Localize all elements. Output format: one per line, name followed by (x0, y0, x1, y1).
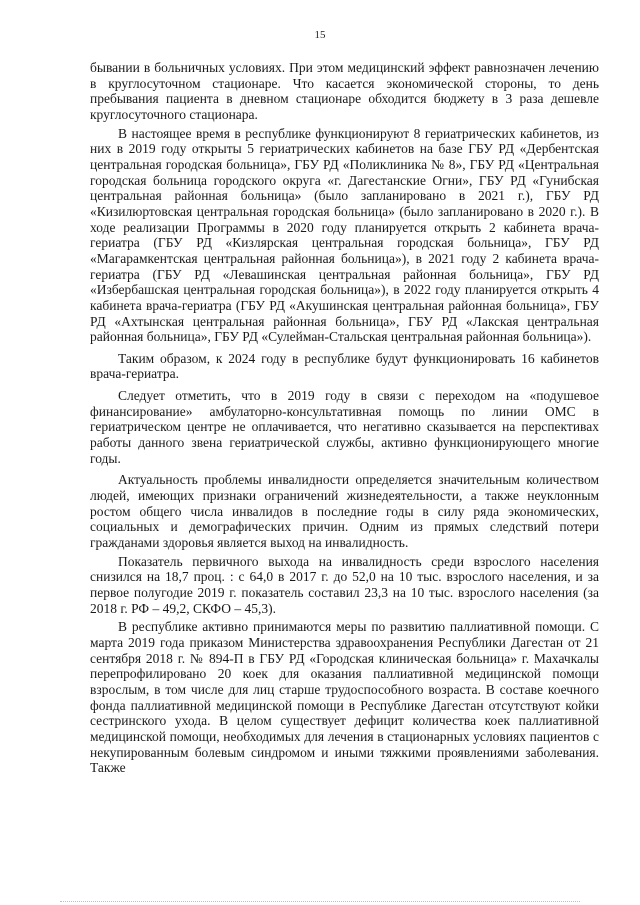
page-number: 15 (314, 29, 326, 41)
paragraph-geriatric-offices: В настоящее время в республике функционируют 8 гериатрических кабинетов, из них в 2019 году открыты 5 гериатрических кабинетов на базе ГБУ РД «Дербентская центральная городская больница», ГБУ РД «Поликлиника № 8», ГБУ РД «Центральная городская больница городского округа «г. Дагестанские Огни», ГБУ РД «Гунибская центральная районная больница» (было запланировано в 2021 г.), ГБУ РД «Кизилюртовская центральная городская больница» (было запланировано в 2020 г.). В ходе реализации Программы в 2020 году планируется открыть 2 кабинета врача-гериатра (ГБУ РД «Кизлярская центральная городская больница», ГБУ РД «Магарамкентская центральная районная больница»), в 2021 году 2 кабинета врача-гериатра (ГБУ РД «Левашинская центральная районная больница», ГБУ РД «Избербашская центральная городская больница»), в 2022 году планируется открыть 4 кабинета врача-гериатра (ГБУ РД «Акушинская центральная районная больница», ГБУ РД «Ахтынская центральная районная больница», ГБУ РД «Лакская центральная районная больница», ГБУ РД «Сулейман-Стальская центральная районная больница»). (90, 125, 599, 345)
scan-edge-artifact (60, 901, 580, 905)
paragraph-2024-target: Таким образом, к 2024 году в республике будут функционировать 16 кабинетов врача-гериатра. (90, 350, 599, 382)
paragraph-per-capita-financing: Следует отметить, что в 2019 году в связи с переходом на «подушевое финансирование» амбулаторно-консультативная помощь по линии ОМС в гериатрическом центре не оплачивается, что негативно сказывается на перспективах работы данного звена гериатрической службы, активно функционирующего многие годы. (90, 388, 599, 466)
paragraph-disability-relevance: Актуальность проблемы инвалидности определяется значительным количеством людей, имеющих признаки ограничений жизнедеятельности, а также неуклонным ростом общего числа инвалидов в последние годы в силу ряда экономических, социальных и демографических причин. Одним из прямых следствий потери гражданами здоровья является выход на инвалидность. (90, 472, 599, 551)
document-body (90, 60, 599, 779)
paragraph-disability-rate: Показатель первичного выхода на инвалидность среди взрослого населения снизился на 18,7 проц. : с 64,0 в 2017 г. до 52,0 на 10 тыс. взрослого населения, и за первое полугодие 2019 г. показатель составил 23,3 на 10 тыс. взрослого населения (за 2018 г. РФ – 49,2, СКФО – 45,3). (90, 553, 599, 616)
paragraph-day-hospital-continuation: бывании в больничных условиях. При этом медицинский эффект равнозначен лечению в круглосуточном стационаре. Что касается экономической стороны, то день пребывания пациента в дневном стационаре обходится бюджету в 3 раза дешевле круглосуточного стационара. (90, 60, 599, 122)
paragraph-palliative-care: В республике активно принимаются меры по развитию паллиативной помощи. С марта 2019 года приказом Министерства здравоохранения Республики Дагестан от 21 сентября 2018 г. № 894-П в ГБУ РД «Городская клиническая больница» г. Махачкалы перепрофилировано 20 коек для оказания паллиативной медицинской помощи взрослым, в том числе для лиц старше трудоспособного возраста. В составе коечного фонда паллиативной медицинской помощи в Республике Дагестан отсутствуют койки сестринского ухода. В целом существует дефицит количества коек паллиативной медицинской помощи, необходимых для лечения в стационарных условиях пациентов с некупированным болевым синдромом и иными тяжкими проявлениями заболевания. Также (90, 619, 599, 776)
